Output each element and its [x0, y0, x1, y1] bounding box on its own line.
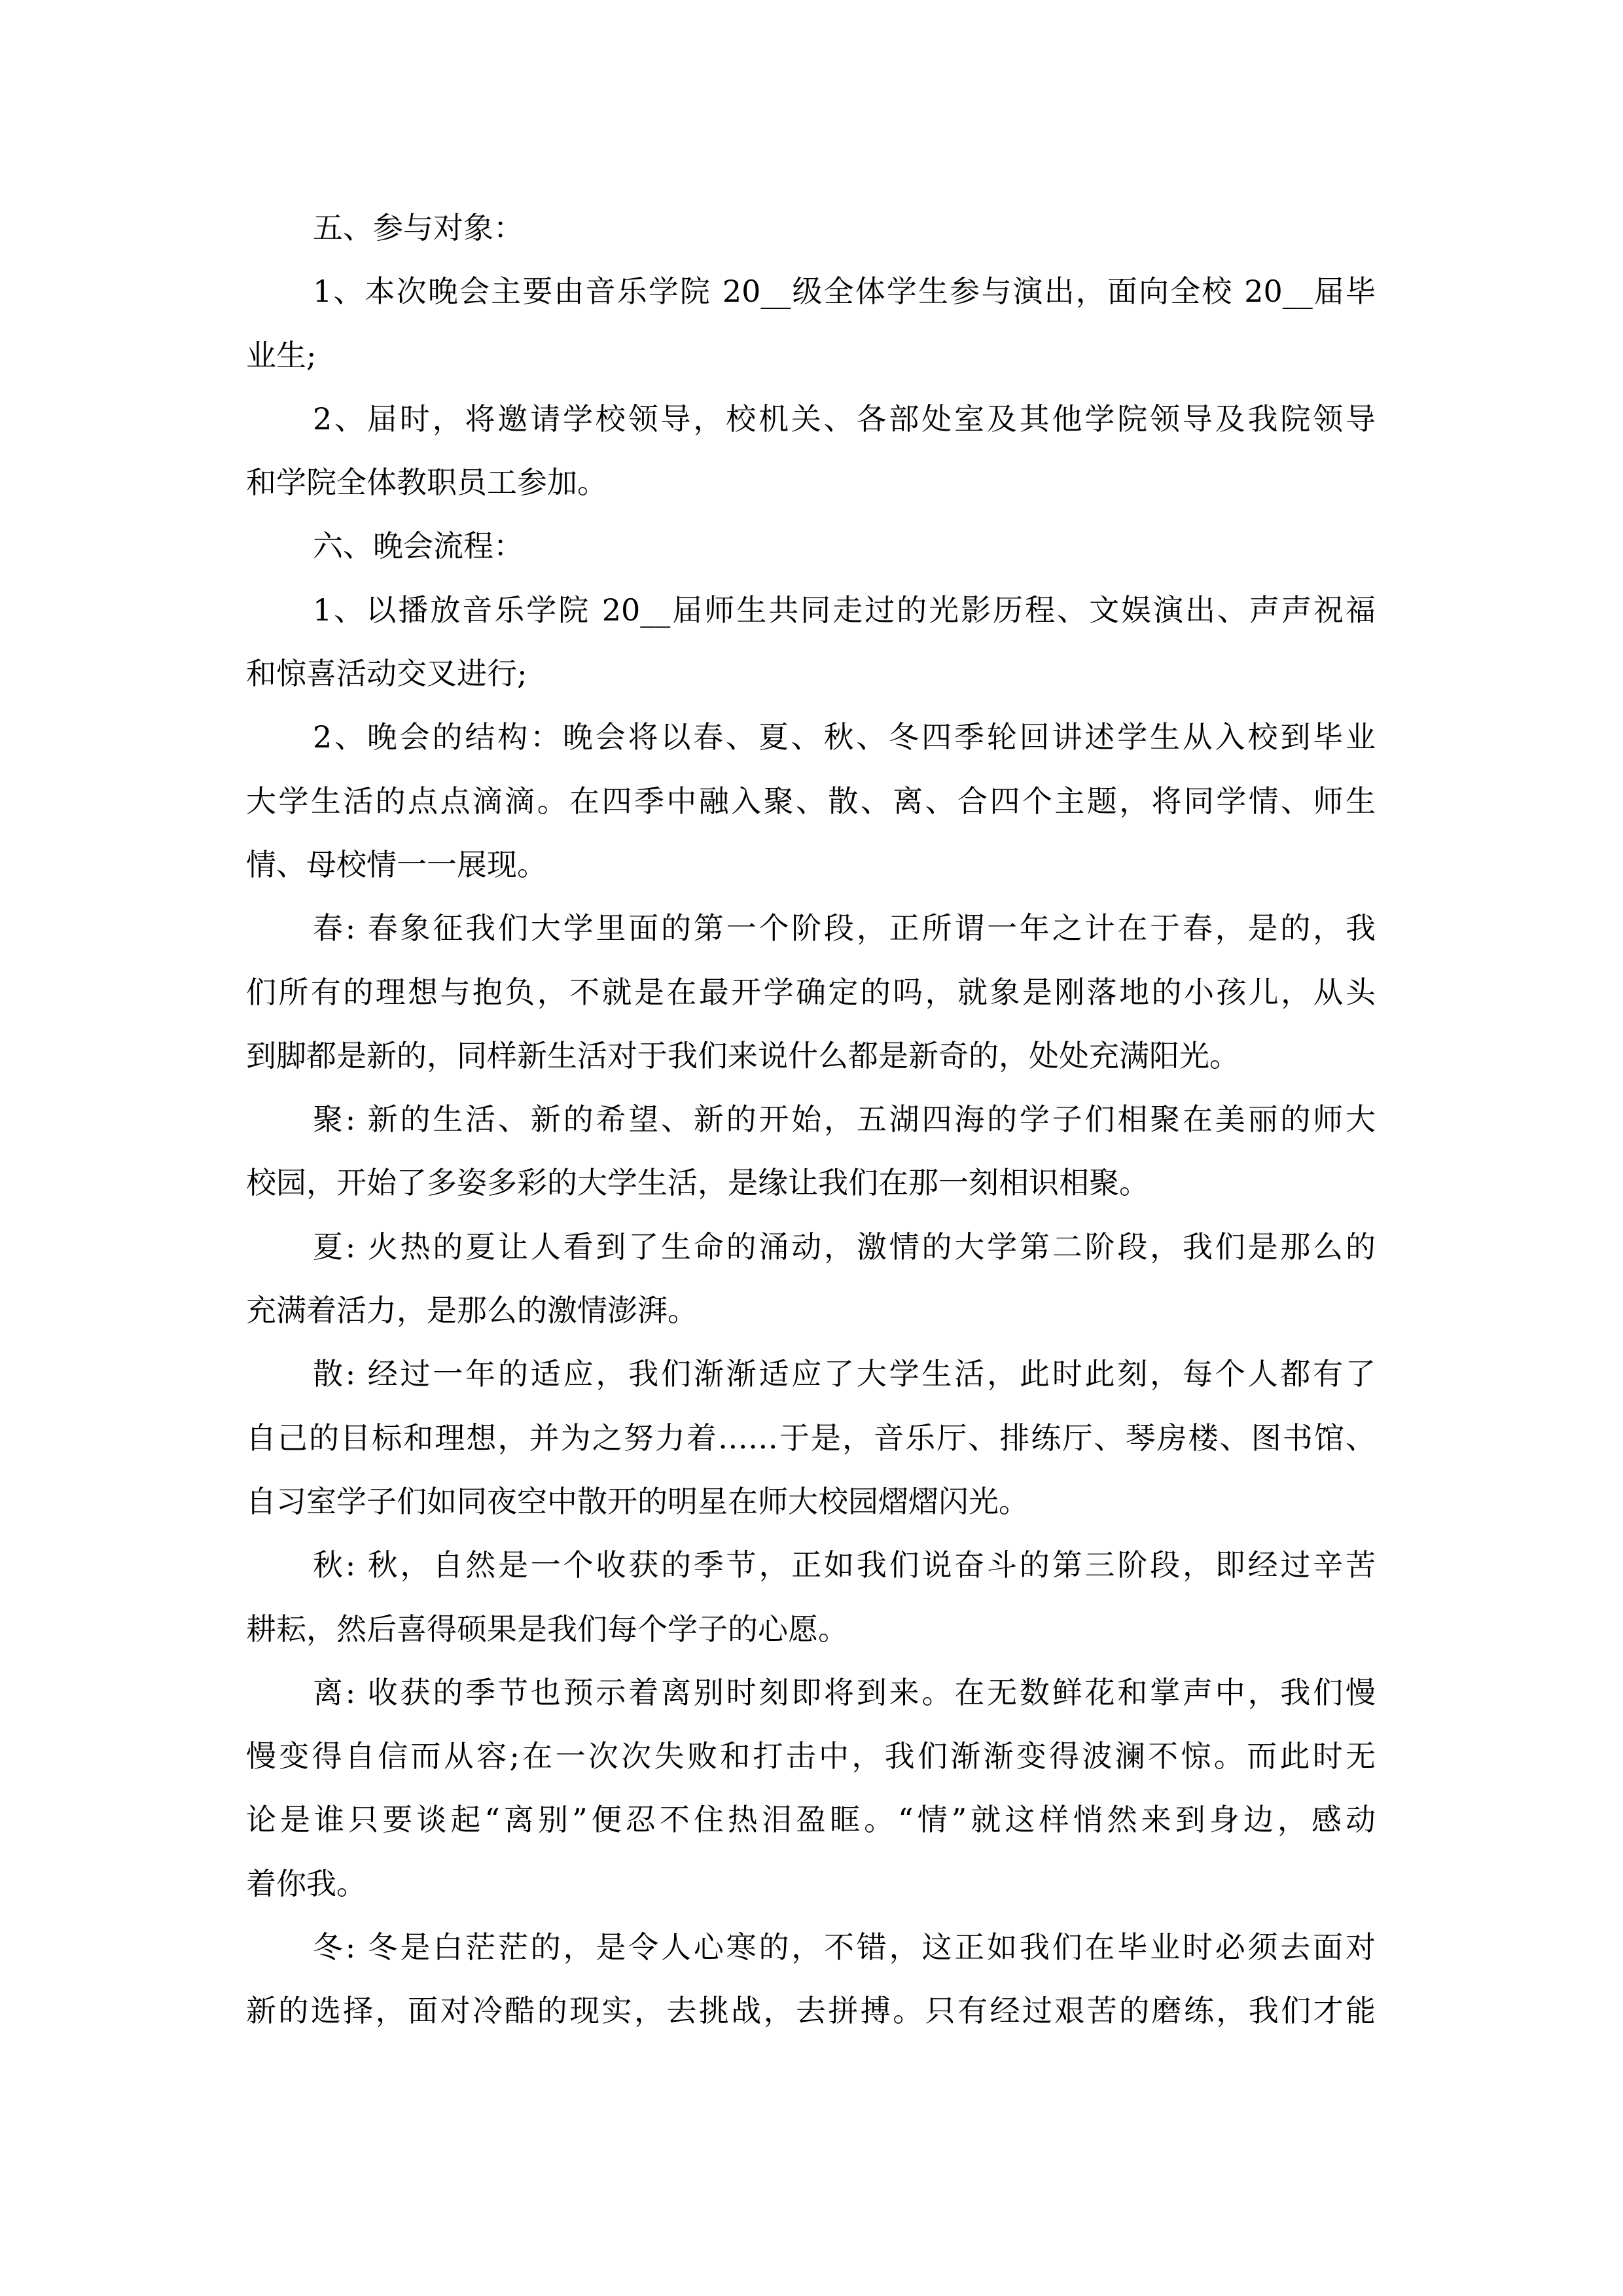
text-line: 论是谁只要谈起“离别”便忍不住热泪盈眶。“情”就这样悄然来到身边，感动: [246, 1802, 1376, 1838]
text-line: 散: 经过一年的适应，我们渐渐适应了大学生活，此时此刻，每个人都有了: [313, 1356, 1376, 1392]
paragraph-winter: [246, 1928, 1376, 2055]
text-line: 和惊喜活动交叉进行;: [246, 656, 527, 692]
paragraph-gather: [246, 1100, 1376, 1227]
text-line: 春: 春象征我们大学里面的第一个阶段，正所谓一年之计在于春，是的，我: [313, 910, 1376, 946]
text-line: 新的选择，面对冷酷的现实，去挑战，去拼搏。只有经过艰苦的磨练，我们才能: [246, 1993, 1376, 2029]
text-line: 自己的目标和理想，并为之努力着……于是，音乐厅、排练厅、琴房楼、图书馆、: [246, 1420, 1376, 1456]
paragraph-section-6-item-2: [246, 717, 1376, 908]
text-line: 大学生活的点点滴滴。在四季中融入聚、散、离、合四个主题，将同学情、师生: [246, 783, 1376, 819]
paragraph-section-6-item-1: [246, 590, 1376, 718]
text-line: 冬: 冬是白茫茫的，是令人心寒的，不错，这正如我们在毕业时必须去面对: [313, 1929, 1376, 1965]
paragraph-spring: [246, 908, 1376, 1100]
paragraph-section-5-item-1: [246, 272, 1376, 399]
text-line: 离: 收获的季节也预示着离别时刻即将到来。在无数鲜花和掌声中，我们慢: [313, 1674, 1376, 1710]
text-line: 校园，开始了多姿多彩的大学生活，是缘让我们在那一刻相识相聚。: [246, 1165, 1149, 1201]
text-line: 耕耘，然后喜得硕果是我们每个学子的心愿。: [246, 1611, 848, 1647]
paragraph-section-6-heading: [246, 526, 1376, 590]
paragraph-section-5-item-2: [246, 399, 1376, 527]
paragraph-section-5-heading: [246, 208, 1376, 272]
text-line: 2、晚会的结构：晚会将以春、夏、秋、冬四季轮回讲述学生从入校到毕业: [313, 719, 1376, 755]
text-line: 自习室学子们如同夜空中散开的明星在师大校园熠熠闪光。: [246, 1483, 1029, 1519]
text-line: 聚: 新的生活、新的希望、新的开始，五湖四海的学子们相聚在美丽的师大: [313, 1102, 1376, 1138]
paragraph-summer: [246, 1227, 1376, 1355]
text-line: 2、届时，将邀请学校领导，校机关、各部处室及其他学院领导及我院领导: [313, 401, 1376, 437]
text-line: 到脚都是新的，同样新生活对于我们来说什么都是新奇的，处处充满阳光。: [246, 1037, 1240, 1073]
text-line: 充满着活力，是那么的激情澎湃。: [246, 1293, 698, 1329]
text-line: 1、本次晚会主要由音乐学院 20__级全体学生参与演出，面向全校 20__届毕: [313, 274, 1376, 310]
text-line: 夏: 火热的夏让人看到了生命的涌动，激情的大学第二阶段，我们是那么的: [313, 1229, 1376, 1265]
text-line: 秋: 秋，自然是一个收获的季节，正如我们说奋斗的第三阶段，即经过辛苦: [313, 1547, 1376, 1583]
text-line: 业生;: [246, 337, 317, 373]
paragraph-autumn: [246, 1545, 1376, 1673]
text-line: 五、参与对象：: [313, 210, 524, 245]
paragraph-scatter: [246, 1354, 1376, 1545]
text-line: 六、晚会流程：: [313, 528, 524, 564]
document-body: [246, 208, 1376, 2055]
text-line: 慢变得自信而从容;在一次次失败和打击中，我们渐渐变得波澜不惊。而此时无: [246, 1738, 1376, 1774]
text-line: 和学院全体教职员工参加。: [246, 465, 607, 501]
text-line: 们所有的理想与抱负，不就是在最开学确定的吗，就象是刚落地的小孩儿，从头: [246, 974, 1376, 1010]
text-line: 1、以播放音乐学院 20__届师生共同走过的光影历程、文娱演出、声声祝福: [313, 592, 1376, 628]
text-line: 情、母校情一一展现。: [246, 846, 547, 882]
text-line: 着你我。: [246, 1865, 366, 1901]
paragraph-parting: [246, 1673, 1376, 1928]
